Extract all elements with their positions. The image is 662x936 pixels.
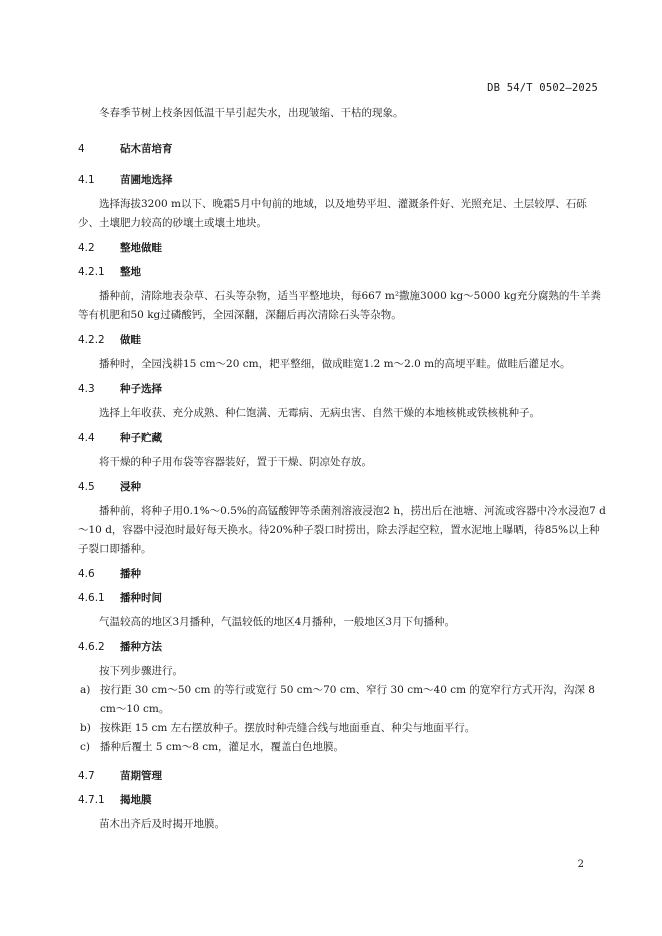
section-heading-4-7 <box>78 767 606 786</box>
document-id-header: DB 54/T 0502—2025 <box>487 82 598 94</box>
section-title: 苗期管理 <box>120 770 162 782</box>
paragraph: 按下列步骤进行。 <box>99 665 183 677</box>
section-number: 4 <box>78 143 85 155</box>
section-heading-4-6 <box>78 565 606 584</box>
list-item <box>78 681 606 719</box>
paragraph: 冬春季节树上枝条因低温干旱引起失水，出现皱缩、干枯的现象。 <box>99 107 404 119</box>
list-item-text: 按株距 15 cm 左右摆放种子。摆放时种壳缝合线与地面垂直、种尖与地面平行。 <box>100 722 476 734</box>
document-body <box>78 104 606 834</box>
section-title: 种子选择 <box>120 383 162 395</box>
section-heading-4-6-2 <box>78 638 606 657</box>
paragraph: 气温较高的地区3月播种，气温较低的地区4月播种，一般地区3月下旬播种。 <box>99 616 456 628</box>
list-marker: c) <box>80 741 90 753</box>
list-item <box>78 738 606 757</box>
paragraph: 播种前，将种子用0.1%～0.5%的高锰酸钾等杀菌剂溶液浸泡2 h，捞出后在池塘、河流或容器中冷水浸泡7 d～10 d，容器中浸泡时最好每天换水。待20%种子裂口时捞出，除去浮起空粒，置水泥地上曝晒，待85%以上种子裂口即播种。 <box>78 505 606 555</box>
page-number: 2 <box>577 859 584 870</box>
section-title: 揭地膜 <box>120 794 152 806</box>
paragraph: 选择海拔3200 m以下、晚霜5月中旬前的地域，以及地势平坦、灌溉条件好、光照充足、土层较厚、石砾少、土壤肥力较高的砂壤土或壤土地块。 <box>78 198 587 229</box>
section-number: 4.6.1 <box>78 592 105 604</box>
section-heading-4 <box>78 140 606 159</box>
list-item-text: 按行距 30 cm～50 cm 的等行或宽行 50 cm～70 cm、窄行 30 cm～40 cm 的宽窄行方式开沟，沟深 8 cm～10 cm。 <box>100 684 595 715</box>
section-title: 做畦 <box>120 334 141 346</box>
section-heading-4-7-1 <box>78 791 606 810</box>
section-title: 播种 <box>120 568 141 580</box>
section-title: 苗圃地选择 <box>120 174 173 186</box>
list-marker: a) <box>80 684 91 696</box>
section-heading-4-6-1 <box>78 589 606 608</box>
section-number: 4.3 <box>78 383 95 395</box>
section-heading-4-2 <box>78 239 606 258</box>
section-number: 4.1 <box>78 174 95 186</box>
section-heading-4-1 <box>78 171 606 190</box>
section-heading-4-5 <box>78 478 606 497</box>
section-number: 4.2.1 <box>78 266 105 278</box>
section-title: 整地 <box>120 266 141 278</box>
paragraph: 选择上年收获、充分成熟、种仁饱满、无霉病、无病虫害、自然干燥的本地核桃或铁核桃种子。 <box>99 407 540 419</box>
section-number: 4.6.2 <box>78 641 105 653</box>
section-title: 砧木苗培育 <box>120 143 173 155</box>
section-heading-4-4 <box>78 429 606 448</box>
section-number: 4.4 <box>78 432 95 444</box>
list-item <box>78 719 606 738</box>
section-title: 播种时间 <box>120 592 162 604</box>
section-heading-4-3 <box>78 380 606 399</box>
list-item-text: 播种后覆土 5 cm～8 cm，灌足水，覆盖白色地膜。 <box>100 741 345 753</box>
section-number: 4.6 <box>78 568 95 580</box>
section-number: 4.5 <box>78 481 95 493</box>
paragraph: 苗木出齐后及时揭开地膜。 <box>99 818 225 830</box>
paragraph: 将干燥的种子用布袋等容器装好，置于干燥、阴凉处存放。 <box>99 456 372 468</box>
section-heading-4-2-2 <box>78 331 606 350</box>
step-list <box>78 681 606 757</box>
paragraph: 播种前，清除地表杂草、石头等杂物，适当平整地块，每667 m²撒施3000 kg～5000 kg充分腐熟的牛羊粪等有机肥和50 kg过磷酸钙，全园深翻，深翻后再次清除石头等杂物。 <box>78 290 601 321</box>
list-marker: b) <box>80 722 91 734</box>
section-number: 4.2.2 <box>78 334 105 346</box>
section-number: 4.7.1 <box>78 794 105 806</box>
section-title: 整地做畦 <box>120 242 162 254</box>
section-title: 播种方法 <box>120 641 162 653</box>
section-title: 浸种 <box>120 481 141 493</box>
section-number: 4.2 <box>78 242 95 254</box>
section-heading-4-2-1 <box>78 263 606 282</box>
section-number: 4.7 <box>78 770 95 782</box>
paragraph: 播种时，全园浅耕15 cm～20 cm，耙平整细，做成畦宽1.2 m～2.0 m的高埂平畦。做畦后灌足水。 <box>99 358 571 370</box>
section-title: 种子贮藏 <box>120 432 162 444</box>
